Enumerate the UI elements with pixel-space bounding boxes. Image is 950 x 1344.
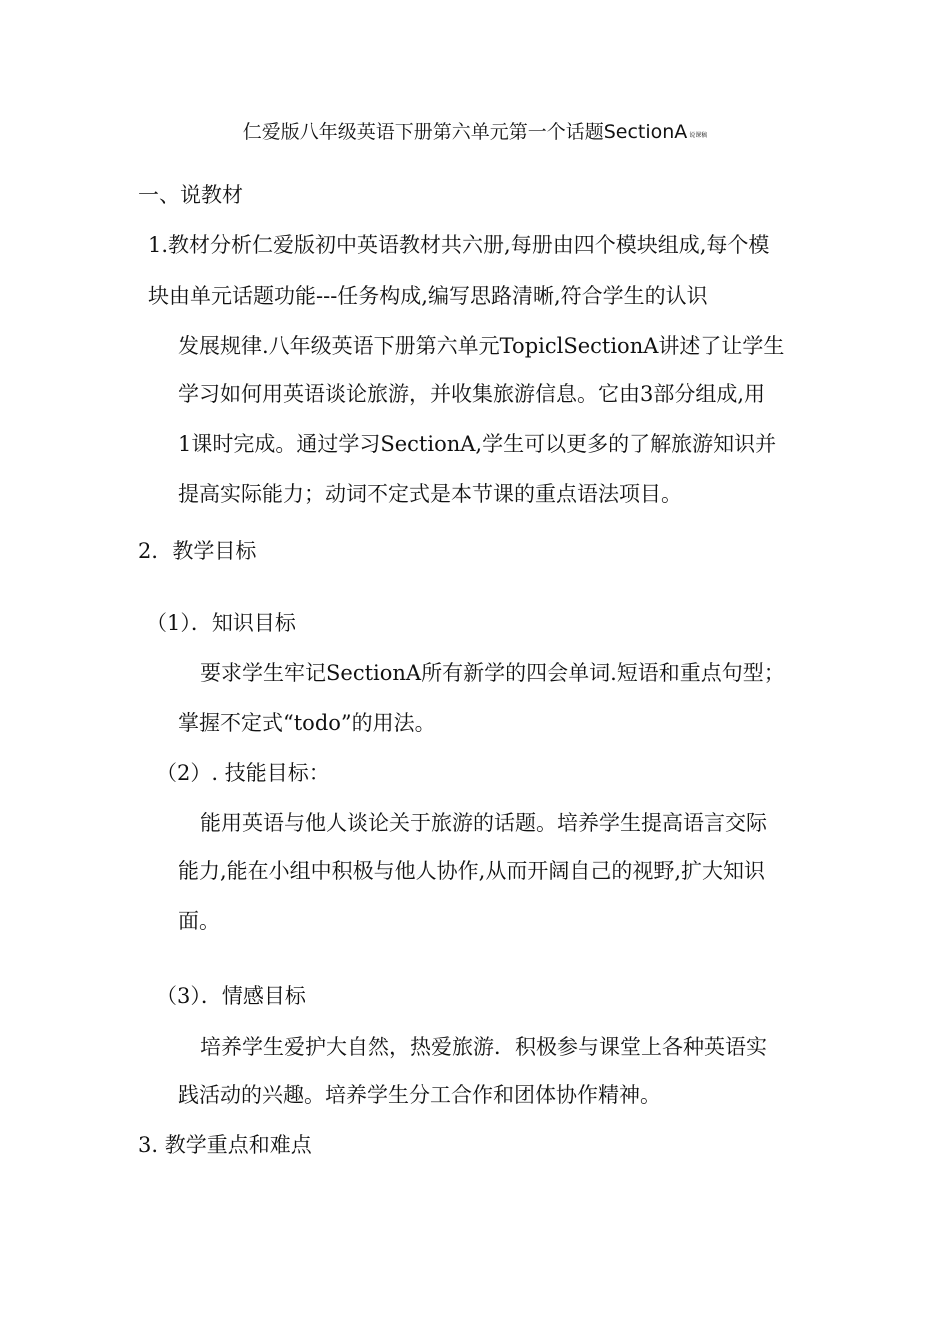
paragraph-line: 践活动的兴趣。培养学生分工合作和团体协作精神。 bbox=[178, 1083, 661, 1107]
paragraph-line: 能力,能在小组中积极与他人协作,从而开阔自己的视野,扩大知识 bbox=[178, 859, 766, 883]
paragraph-line: 1.教材分析仁爱版初中英语教材共六册,每册由四个模块组成,每个模 bbox=[148, 233, 770, 257]
document-title-note: 说课稿 bbox=[689, 132, 708, 139]
paragraph-line: 面。 bbox=[178, 909, 220, 933]
subheading-emotional: （3）．情感目标 bbox=[156, 984, 306, 1008]
subheading-skills: （2）. 技能目标： bbox=[156, 761, 330, 785]
document-title bbox=[0, 118, 950, 150]
paragraph-line: 要求学生牢记SectionA所有新学的四会单词.短语和重点句型； bbox=[200, 661, 785, 685]
paragraph-line: 掌握不定式“todo”的用法。 bbox=[178, 711, 436, 735]
paragraph-line: 培养学生爱护大自然，热爱旅游．积极参与课堂上各种英语实 bbox=[200, 1035, 767, 1059]
paragraph-line: 块由单元话题功能---任务构成,编写思路清晰,符合学生的认识 bbox=[148, 284, 708, 308]
paragraph-line: 提高实际能力；动词不定式是本节课的重点语法项目。 bbox=[178, 482, 682, 506]
paragraph-line: 发展规律.八年级英语下册第六单元TopiclSectionA讲述了让学生 bbox=[178, 334, 785, 358]
paragraph-line: 学习如何用英语谈论旅游，并收集旅游信息。它由3部分组成,用 bbox=[178, 382, 766, 406]
paragraph-line: 能用英语与他人谈论关于旅游的话题。培养学生提高语言交际 bbox=[200, 811, 767, 835]
document-title-text: 仁爱版八年级英语下册第六单元第一个话题SectionA bbox=[242, 121, 688, 143]
subheading-knowledge: （1）．知识目标 bbox=[146, 611, 296, 635]
section-heading-objectives: 2．教学目标 bbox=[138, 539, 257, 563]
paragraph-line: 1课时完成。通过学习SectionA,学生可以更多的了解旅游知识并 bbox=[178, 432, 777, 456]
section-heading-textbook: 一、说教材 bbox=[138, 183, 243, 207]
section-heading-key-points: 3. 教学重点和难点 bbox=[138, 1133, 312, 1157]
